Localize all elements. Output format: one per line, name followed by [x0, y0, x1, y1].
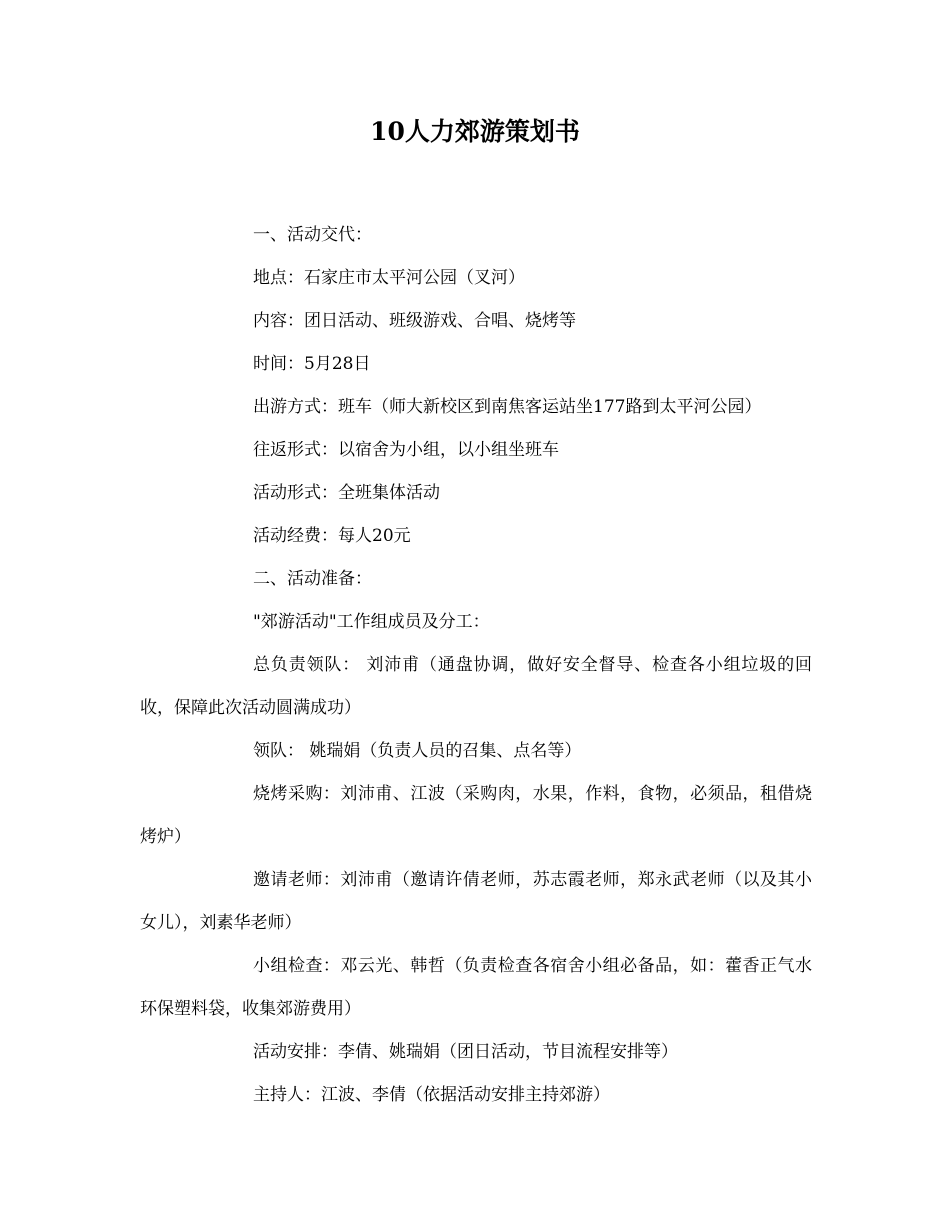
bbq-purchase-line: 烧烤采购：刘沛甫、江波（采购肉，水果，作料，食物，必须品，租借烧烤炉）	[140, 784, 812, 847]
round-trip-line: 往返形式：以宿舍为小组，以小组坐班车	[253, 440, 559, 460]
time-line: 时间：5月28日	[253, 354, 371, 374]
activity-arrangement-line: 活动安排：李倩、姚瑞娟（团日活动，节目流程安排等）	[253, 1042, 678, 1062]
travel-method-line: 出游方式：班车（师大新校区到南焦客运站坐177路到太平河公园）	[253, 397, 762, 417]
host-line: 主持人：江波、李倩（依据活动安排主持郊游）	[253, 1085, 610, 1105]
work-group-line: "郊游活动"工作组成员及分工：	[253, 612, 490, 632]
activity-budget-line: 活动经费：每人20元	[253, 526, 411, 546]
activity-form-line: 活动形式：全班集体活动	[253, 483, 440, 503]
chief-leader-line: 总负责领队： 刘沛甫（通盘协调，做好安全督导、检查各小组垃圾的回收，保障此次活动圆满成功）	[140, 655, 812, 718]
document-body	[140, 214, 812, 1117]
section-heading-preparation: 二、活动准备：	[253, 569, 372, 589]
document-title: 10人力郊游策划书	[370, 117, 580, 146]
group-check-line: 小组检查：邓云光、韩哲（负责检查各宿舍小组必备品，如：藿香正气水环保塑料袋，收集郊游费用）	[140, 956, 812, 1019]
section-heading-activity-overview: 一、活动交代：	[253, 225, 372, 245]
location-line: 地点：石家庄市太平河公园（叉河）	[253, 268, 525, 288]
content-line: 内容：团日活动、班级游戏、合唱、烧烤等	[253, 311, 576, 331]
invite-teachers-line: 邀请老师：刘沛甫（邀请许倩老师，苏志霞老师，郑永武老师（以及其小女儿），刘素华老师）	[140, 870, 812, 933]
leader-line: 领队： 姚瑞娟（负责人员的召集、点名等）	[253, 741, 582, 761]
